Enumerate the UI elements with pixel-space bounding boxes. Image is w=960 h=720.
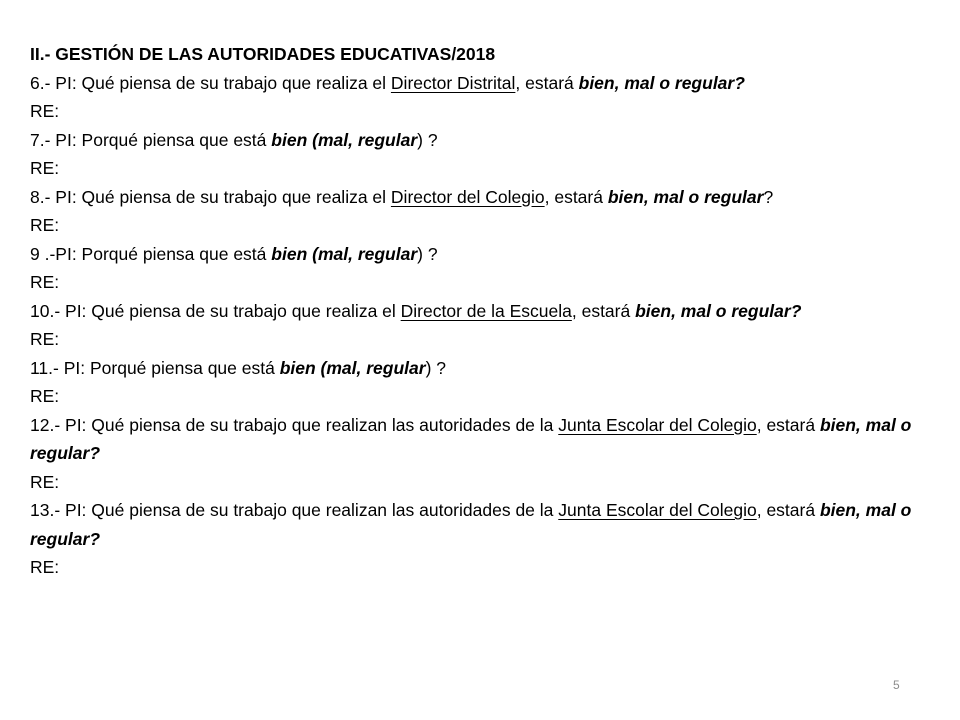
question-10-subject: Director de la Escuela <box>400 300 572 321</box>
answer-6-label: RE: <box>30 101 60 121</box>
question-8-suffix: ? <box>763 186 774 207</box>
question-9-text: 9 .-PI: Porqué piensa que está <box>30 243 272 264</box>
question-8-text: 8.- PI: Qué piensa de su trabajo que realiza el <box>30 186 391 207</box>
question-9 <box>30 240 935 269</box>
answer-7-label: RE: <box>30 158 60 178</box>
question-9-suffix: ) ? <box>417 243 438 264</box>
question-13-options: bien, mal o regular? <box>30 500 912 549</box>
question-10-text: 10.- PI: Qué piensa de su trabajo que realiza el <box>30 300 401 321</box>
question-11-text: 11.- PI: Porqué piensa que está <box>30 357 280 378</box>
question-6-subject: Director Distrital <box>390 72 516 93</box>
question-6 <box>30 69 935 98</box>
question-13-text: 13.- PI: Qué piensa de su trabajo que realizan las autoridades de la <box>30 500 559 520</box>
question-10-options: bien, mal o regular? <box>635 300 802 321</box>
question-11 <box>30 354 935 383</box>
question-12-options: bien, mal o regular? <box>30 414 912 463</box>
question-8-mid: , estará <box>544 186 608 207</box>
question-7 <box>30 126 935 155</box>
question-8-subject: Director del Colegio <box>390 186 545 207</box>
question-12-subject: Junta Escolar del Colegio <box>558 414 757 435</box>
question-12-mid: , estará <box>756 414 820 435</box>
question-13-subject: Junta Escolar del Colegio <box>558 500 757 520</box>
answer-12-label: RE: <box>30 471 60 492</box>
question-10-mid: , estará <box>571 300 636 321</box>
question-9-options: bien (mal, regular <box>271 243 418 264</box>
question-8-options: bien, mal o regular <box>607 186 764 207</box>
answer-11-label: RE: <box>30 386 60 406</box>
question-10 <box>30 297 935 326</box>
answer-13-label: RE: <box>30 557 60 577</box>
question-6-options: bien, mal o regular? <box>578 72 745 93</box>
question-7-options: bien (mal, regular <box>271 129 418 150</box>
question-12 <box>30 411 935 468</box>
section-title: II.- GESTIÓN DE LAS AUTORIDADES EDUCATIVAS/2018 <box>30 44 496 64</box>
question-11-suffix: ) ? <box>425 357 447 378</box>
question-11-options: bien (mal, regular <box>279 357 426 378</box>
question-6-text: 6.- PI: Qué piensa de su trabajo que realiza el <box>30 72 391 93</box>
answer-9-label: RE: <box>30 272 60 292</box>
question-12-text: 12.- PI: Qué piensa de su trabajo que realizan las autoridades de la <box>30 414 559 435</box>
question-8 <box>30 183 935 212</box>
question-13 <box>30 496 935 553</box>
answer-8-label: RE: <box>30 215 60 235</box>
question-7-text: 7.- PI: Porqué piensa que está <box>30 129 272 150</box>
document-body <box>30 40 935 582</box>
page-number: 5 <box>893 678 900 692</box>
question-6-mid: , estará <box>515 72 579 93</box>
question-13-mid: , estará <box>756 500 820 520</box>
question-7-suffix: ) ? <box>417 129 438 150</box>
answer-10-label: RE: <box>30 329 60 349</box>
